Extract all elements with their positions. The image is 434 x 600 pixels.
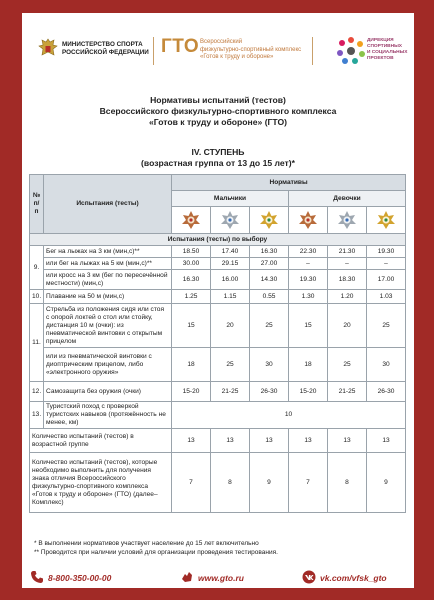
- norm-value: 16.30: [172, 270, 211, 290]
- title-line2: Всероссийского физкультурно-спортивного комплекса: [99, 106, 337, 116]
- bronze-badge-cell: [172, 207, 211, 234]
- norm-value: 0.55: [250, 290, 289, 304]
- summary-label: Количество испытаний (тестов) в возрастной группе: [30, 429, 172, 453]
- table-row: [30, 382, 406, 402]
- norm-value: 15-20: [289, 382, 328, 402]
- norm-value: 18: [172, 348, 211, 382]
- norm-value: 20: [328, 304, 367, 348]
- table-row: [30, 290, 406, 304]
- row-number: 10.: [30, 290, 44, 304]
- ministry-name: [62, 41, 149, 56]
- table-row: [30, 402, 406, 429]
- norm-value: –: [367, 258, 406, 270]
- hotline-phone[interactable]: 8-800-350-00-00: [48, 573, 112, 583]
- test-name: или из пневматической винтовки с диоптрическим прицелом, либо «электронного оружия»: [44, 348, 172, 382]
- footnote: ** Проводится при наличии условий для организации проведения тестирования.: [34, 548, 278, 556]
- norm-value: 13: [289, 429, 328, 453]
- row-number: 9.: [30, 246, 44, 290]
- norm-value: 8: [211, 453, 250, 513]
- norm-value: 14.30: [250, 270, 289, 290]
- norm-value: 22.30: [289, 246, 328, 258]
- ministry-line2: РОССИЙСКОЙ ФЕДЕРАЦИИ: [62, 48, 149, 56]
- gto-line3: «Готов к труду и обороне»: [200, 54, 274, 60]
- norm-value: 7: [172, 453, 211, 513]
- russian-emblem-icon: [38, 37, 58, 61]
- table-row: [30, 348, 406, 382]
- norm-value: 13: [211, 429, 250, 453]
- summary-label: Количество испытаний (тестов), которые необходимо выполнить для получения знака отличия Всероссийского физкультурно-спортивного комплекса «Готов к труду и обороне» (ГТО) (далее–Комплекс): [30, 453, 172, 513]
- silver-badge-cell: [328, 207, 367, 234]
- test-name: Плавание на 50 м (мин,с): [44, 290, 172, 304]
- boys-header: Мальчики: [172, 191, 289, 207]
- norm-value: 26-30: [367, 382, 406, 402]
- norm-value: 25: [250, 304, 289, 348]
- norm-value: 15: [289, 304, 328, 348]
- norm-value: 25: [367, 304, 406, 348]
- gto-complex-name: [200, 39, 301, 62]
- test-name: Бег на лыжах на 3 км (мин,с)**: [44, 246, 172, 258]
- stage-age-group: (возрастная группа от 13 до 15 лет)*: [141, 158, 295, 168]
- table-row: [30, 270, 406, 290]
- vk-link[interactable]: vk.com/vfsk_gto: [320, 573, 387, 583]
- stage-name: IV. СТУПЕНЬ: [191, 147, 245, 157]
- vk-icon: [302, 570, 316, 584]
- norm-value: 25: [328, 348, 367, 382]
- norm-value: 13: [172, 429, 211, 453]
- norm-value: 17.40: [211, 246, 250, 258]
- gto-logo: ГТО: [161, 36, 200, 57]
- norm-value: 1.03: [367, 290, 406, 304]
- norm-value: 15: [172, 304, 211, 348]
- row-number: 12.: [30, 382, 44, 402]
- bronze-badge-icon: [297, 210, 319, 230]
- norm-value: 21-25: [328, 382, 367, 402]
- bronze-badge-icon: [180, 210, 202, 230]
- norm-value: 13: [367, 429, 406, 453]
- ministry-line1: МИНИСТЕРСТВО СПОРТА: [62, 41, 143, 48]
- silver-badge-icon: [219, 210, 241, 230]
- row-number: 13.: [30, 402, 44, 429]
- header-logos: [22, 13, 414, 73]
- gold-badge-cell: [250, 207, 289, 234]
- norm-value: 17.00: [367, 270, 406, 290]
- norm-value: 30.00: [172, 258, 211, 270]
- silver-badge-cell: [211, 207, 250, 234]
- direction-line3: И СОЦИАЛЬНЫХ: [367, 50, 408, 55]
- norm-value: 16.30: [250, 246, 289, 258]
- website-link[interactable]: www.gto.ru: [198, 573, 244, 583]
- col-tests-header: Испытания (тесты): [44, 175, 172, 234]
- table-row: [30, 246, 406, 258]
- norm-value: 8: [328, 453, 367, 513]
- norm-value: 19.30: [289, 270, 328, 290]
- header-divider: [153, 37, 154, 65]
- test-name: Самозащита без оружия (очки): [44, 382, 172, 402]
- direction-line2: СПОРТИВНЫХ: [367, 44, 402, 49]
- norm-value: 29.15: [211, 258, 250, 270]
- gto-line1: Всероссийский: [200, 39, 243, 45]
- norm-value: 1.15: [211, 290, 250, 304]
- choice-section-header: Испытания (тесты) по выбору: [30, 234, 406, 246]
- direction-line1: ДИРЕКЦИЯ: [367, 38, 394, 43]
- table-row: [30, 429, 406, 453]
- test-name: Стрельба из положения сидя или стоя с опорой локтей о стол или стойку, дистанция 10 м (очки): из пневматической винтовки с открытым прицелом: [44, 304, 172, 348]
- document-page: [22, 13, 414, 588]
- stage-title: [22, 147, 414, 169]
- norm-value: 20: [211, 304, 250, 348]
- phone-icon: [30, 570, 44, 584]
- norm-value: 7: [289, 453, 328, 513]
- hand-icon: [180, 570, 194, 584]
- table-row: [30, 304, 406, 348]
- footnotes: [34, 540, 278, 557]
- direction-name: [367, 38, 408, 62]
- silver-badge-icon: [336, 210, 358, 230]
- test-name: или бег на лыжах на 5 км (мин,с)**: [44, 258, 172, 270]
- norm-value: 10: [172, 402, 406, 429]
- footnote: * В выполнении нормативов участвует население до 15 лет включительно: [34, 540, 259, 547]
- norm-value: 1.25: [172, 290, 211, 304]
- norm-value: 18: [289, 348, 328, 382]
- norm-value: 9: [250, 453, 289, 513]
- norm-value: 25: [211, 348, 250, 382]
- test-name: или кросс на 3 км (бег по пересечённой местности) (мин,с): [44, 270, 172, 290]
- col-num-header: № п/п: [30, 175, 44, 234]
- norm-value: 30: [367, 348, 406, 382]
- test-name: Туристский поход с проверкой туристских навыков (протяжённость не менее, км): [44, 402, 172, 429]
- footer: [22, 566, 414, 588]
- document-title: [22, 95, 414, 128]
- norm-value: 16.00: [211, 270, 250, 290]
- gto-line2: физкультурно-спортивный комплекс: [200, 46, 302, 53]
- norm-value: 21.30: [328, 246, 367, 258]
- norm-value: 26-30: [250, 382, 289, 402]
- girls-header: Девочки: [289, 191, 406, 207]
- row-number: 11.: [30, 304, 44, 382]
- bronze-badge-cell: [289, 207, 328, 234]
- norm-value: 30: [250, 348, 289, 382]
- gold-badge-icon: [258, 210, 280, 230]
- table-row: [30, 258, 406, 270]
- table-row: [30, 453, 406, 513]
- norm-value: –: [328, 258, 367, 270]
- norm-value: 13: [328, 429, 367, 453]
- col-norms-header: Нормативы: [172, 175, 406, 191]
- norm-value: 13: [250, 429, 289, 453]
- norm-value: 18.30: [328, 270, 367, 290]
- direction-line4: ПРОЕКТОВ: [367, 56, 394, 61]
- norm-value: 21-25: [211, 382, 250, 402]
- direction-logo-icon: [336, 35, 366, 65]
- norm-value: 15-20: [172, 382, 211, 402]
- title-line1: Нормативы испытаний (тестов): [150, 95, 286, 105]
- norm-value: 9: [367, 453, 406, 513]
- norm-value: 1.30: [289, 290, 328, 304]
- gold-badge-cell: [367, 207, 406, 234]
- norm-value: –: [289, 258, 328, 270]
- norm-value: 18.50: [172, 246, 211, 258]
- norms-table: [29, 174, 406, 513]
- norm-value: 1.20: [328, 290, 367, 304]
- title-line3: «Готов к труду и обороне» (ГТО): [148, 117, 288, 127]
- norm-value: 27.00: [250, 258, 289, 270]
- norm-value: 19.30: [367, 246, 406, 258]
- header-divider: [312, 37, 313, 65]
- gold-badge-icon: [375, 210, 397, 230]
